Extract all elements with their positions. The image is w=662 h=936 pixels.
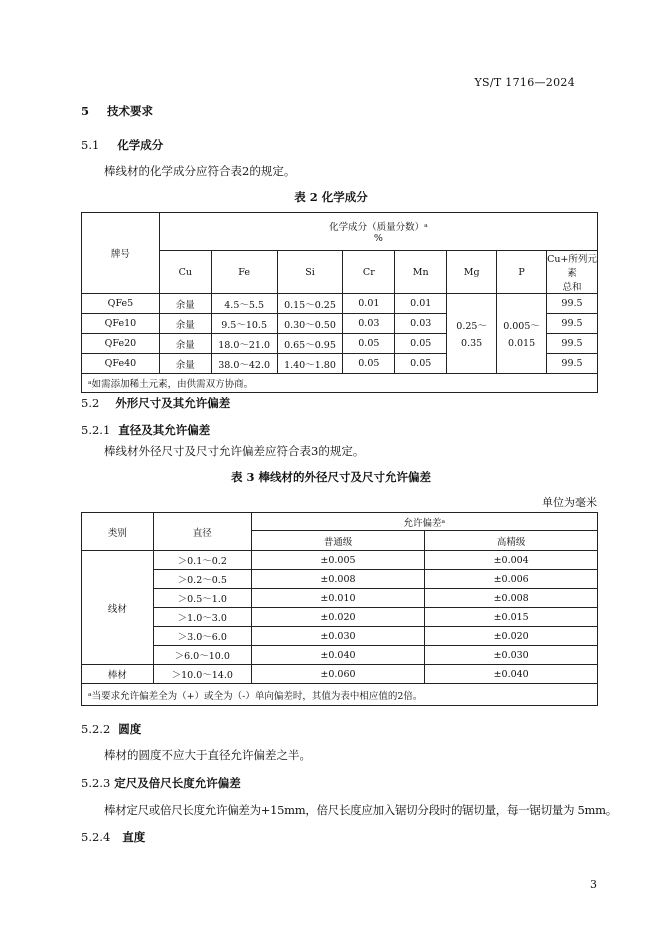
category-header: 类别	[82, 513, 154, 551]
col-si: Si	[277, 251, 343, 294]
table-2-caption: 表 2 化学成分	[294, 190, 368, 204]
grade-header: 牌号	[82, 213, 160, 294]
section-number: 5.1	[81, 138, 100, 152]
table-2-footnote: ᵃ如需添加稀土元素，由供需双方协商。	[82, 374, 598, 393]
diameter-tolerance-table	[81, 512, 598, 706]
table-row: QFe20 余量 18.0～21.0 0.65～0.95 0.05 0.05 99.5	[82, 334, 598, 354]
section-number: 5.2.4	[81, 830, 111, 844]
table-3-caption: 表 3 棒线材的外径尺寸及尺寸允许偏差	[230, 470, 431, 484]
table-3-footnote: ᵃ当要求允许偏差全为（+）或全为（-）单向偏差时，其值为表中相应值的2倍。	[82, 684, 598, 706]
section-5-2-4-heading	[81, 829, 145, 845]
section-title: 外形尺寸及其允许偏差	[115, 396, 231, 410]
section-number: 5.2.3	[81, 776, 111, 790]
section-title: 直径及其允许偏差	[118, 423, 211, 437]
section-number: 5.2	[81, 396, 100, 410]
mg-merged-cell: 0.25～ 0.35	[447, 294, 497, 374]
chemical-composition-table	[81, 212, 598, 393]
tolerance-header: 允许偏差ᵃ	[251, 513, 597, 531]
unit-note: 单位为毫米	[542, 496, 597, 509]
table-row: QFe5 余量 4.5～5.5 0.15～0.25 0.01 0.01 0.25～ 0.35 0.005～ 0.015 99.5	[82, 294, 598, 314]
page-number: 3	[590, 878, 597, 891]
section-5-2-1-text: 棒线材外径尺寸及尺寸允许偏差应符合表3的规定。	[104, 444, 365, 458]
section-5-2-heading	[81, 395, 230, 411]
section-5-1-text: 棒线材的化学成分应符合表2的规定。	[104, 164, 296, 178]
col-p: P	[497, 251, 547, 294]
composition-group-header: 化学成分（质量分数）ᵃ %	[159, 213, 597, 251]
p-merged-cell: 0.005～ 0.015	[497, 294, 547, 374]
table-row: QFe10 余量 9.5～10.5 0.30～0.50 0.03 0.03 99.5	[82, 314, 598, 334]
section-5-1-heading	[81, 137, 163, 153]
col-fe: Fe	[211, 251, 277, 294]
section-5-2-3-heading	[81, 775, 241, 791]
section-5-heading	[81, 103, 153, 119]
table-row: QFe40 余量 38.0～42.0 1.40～1.80 0.05 0.05 99.5	[82, 354, 598, 374]
table-row: ＞3.0～6.0 ±0.030 ±0.020	[82, 627, 598, 646]
table-row: ＞1.0～3.0 ±0.020 ±0.015	[82, 608, 598, 627]
col-cr: Cr	[343, 251, 395, 294]
section-title: 技术要求	[107, 104, 154, 118]
section-title: 化学成分	[117, 138, 164, 152]
section-title: 定尺及倍尺长度允许偏差	[114, 776, 241, 790]
standard-code: YS/T 1716—2024	[474, 76, 575, 89]
section-number: 5.2.2	[81, 722, 111, 736]
bar-category: 棒材	[82, 665, 154, 684]
section-5-2-2-heading	[81, 721, 141, 737]
table-row: 棒材 ＞10.0～14.0 ±0.060 ±0.040	[82, 665, 598, 684]
col-cu: Cu	[159, 251, 211, 294]
wire-category: 线材	[82, 551, 154, 665]
section-title: 直度	[122, 830, 146, 844]
table-row: ＞0.5～1.0 ±0.010 ±0.008	[82, 589, 598, 608]
section-title: 圆度	[118, 722, 142, 736]
high-grade-header: 高精级	[425, 531, 598, 551]
table-row: ＞6.0～10.0 ±0.040 ±0.030	[82, 646, 598, 665]
col-total: Cu+所列元素 总和	[547, 251, 598, 294]
table-row: 线材 ＞0.1～0.2 ±0.005 ±0.004	[82, 551, 598, 570]
col-mg: Mg	[447, 251, 497, 294]
diameter-header: 直径	[153, 513, 251, 551]
col-mn: Mn	[395, 251, 447, 294]
section-5-2-1-heading	[81, 422, 210, 438]
section-number: 5.2.1	[81, 423, 111, 437]
section-number: 5	[81, 104, 90, 118]
table-row: ＞0.2～0.5 ±0.008 ±0.006	[82, 570, 598, 589]
normal-grade-header: 普通级	[251, 531, 425, 551]
section-5-2-2-text: 棒材的圆度不应大于直径允许偏差之半。	[104, 748, 311, 762]
section-5-2-3-text: 棒材定尺或倍尺长度允许偏差为+15mm，倍尺长度应加入锯切分段时的锯切量，每一锯切量为 5mm。	[104, 803, 617, 817]
